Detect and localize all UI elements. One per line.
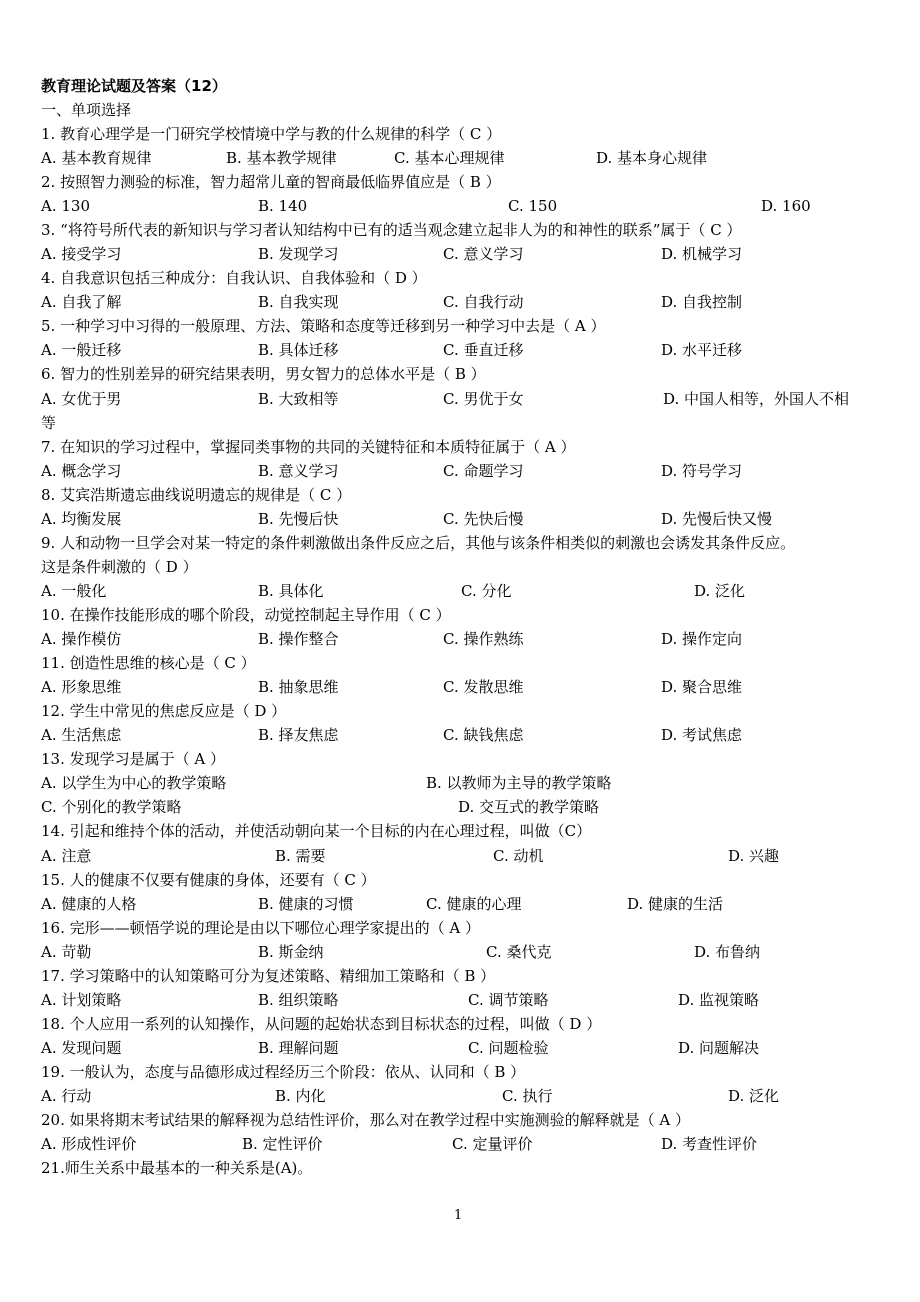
option-b: B. 具体化 xyxy=(258,582,324,600)
option-d: D. 考试焦虑 xyxy=(661,726,743,744)
option-a: A. 均衡发展 xyxy=(41,510,122,528)
option-d: D. 机械学习 xyxy=(661,245,743,263)
option-c: C. 基本心理规律 xyxy=(394,149,505,167)
option-b: B. 基本教学规律 xyxy=(226,149,337,167)
option-c: C. 操作熟练 xyxy=(443,630,524,648)
option-c: C. 个别化的教学策略 xyxy=(41,798,182,816)
option-b: B. 斯金纳 xyxy=(258,943,324,961)
option-d: D. 先慢后快又慢 xyxy=(661,510,773,528)
option-a: A. 130 xyxy=(41,197,90,215)
option-a: A. 行动 xyxy=(41,1087,92,1105)
option-a: A. 自我了解 xyxy=(41,293,122,311)
option-d: D. 符号学习 xyxy=(661,462,743,480)
document-title: 教育理论试题及答案（12） xyxy=(41,77,227,95)
section-heading: 一、单项选择 xyxy=(41,101,132,119)
question-5: 5. 一种学习中习得的一般原理、方法、策略和态度等迁移到另一种学习中去是（ A ） xyxy=(41,317,606,335)
option-b: B. 组织策略 xyxy=(258,991,339,1009)
option-d: D. 操作定向 xyxy=(661,630,743,648)
page-number: 1 xyxy=(454,1208,463,1223)
option-a: A. 女优于男 xyxy=(41,390,122,408)
question-13: 13. 发现学习是属于（ A ） xyxy=(41,750,225,768)
option-c: C. 动机 xyxy=(493,847,544,865)
option-b: B. 操作整合 xyxy=(258,630,339,648)
option-c: C. 垂直迁移 xyxy=(443,341,524,359)
question-6: 6. 智力的性别差异的研究结果表明，男女智力的总体水平是（ B ） xyxy=(41,365,486,383)
option-a: A. 形象思维 xyxy=(41,678,122,696)
option-a: A. 一般迁移 xyxy=(41,341,122,359)
option-d: D. 泛化 xyxy=(728,1087,780,1105)
option-b: B. 先慢后快 xyxy=(258,510,339,528)
option-d: D. 水平迁移 xyxy=(661,341,743,359)
option-d-continued: 等 xyxy=(41,414,57,432)
question-9: 9. 人和动物一旦学会对某一特定的条件刺激做出条件反应之后，其他与该条件相类似的刺激也会诱发其条件反应。 xyxy=(41,534,796,552)
option-a: A. 形成性评价 xyxy=(41,1135,137,1153)
option-c: C. 桑代克 xyxy=(486,943,552,961)
option-a: A. 生活焦虑 xyxy=(41,726,122,744)
option-c: C. 命题学习 xyxy=(443,462,524,480)
question-11: 11. 创造性思维的核心是（ C ） xyxy=(41,654,256,672)
question-8: 8. 艾宾浩斯遗忘曲线说明遗忘的规律是（ C ） xyxy=(41,486,352,504)
option-b: B. 发现学习 xyxy=(258,245,339,263)
option-c: C. 定量评价 xyxy=(452,1135,533,1153)
option-b: B. 大致相等 xyxy=(258,390,339,408)
question-12: 12. 学生中常见的焦虑反应是（ D ） xyxy=(41,702,287,720)
option-d: D. 布鲁纳 xyxy=(694,943,761,961)
option-d: D. 监视策略 xyxy=(678,991,760,1009)
question-17: 17. 学习策略中的认知策略可分为复述策略、精细加工策略和（ B ） xyxy=(41,967,496,985)
option-b: B. 具体迁移 xyxy=(258,341,339,359)
option-d: D. 泛化 xyxy=(694,582,746,600)
option-b: B. 内化 xyxy=(275,1087,326,1105)
option-b: B. 以教师为主导的教学策略 xyxy=(426,774,612,792)
question-20: 20. 如果将期末考试结果的解释视为总结性评价，那么对在教学过程中实施测验的解释就是（ A ） xyxy=(41,1111,690,1129)
option-a: A. 健康的人格 xyxy=(41,895,137,913)
option-a: A. 注意 xyxy=(41,847,92,865)
option-b: B. 健康的习惯 xyxy=(258,895,354,913)
question-18: 18. 个人应用一系列的认知操作，从问题的起始状态到目标状态的过程，叫做（ D ） xyxy=(41,1015,602,1033)
option-b: B. 自我实现 xyxy=(258,293,339,311)
option-c: C. 执行 xyxy=(502,1087,553,1105)
option-a: A. 计划策略 xyxy=(41,991,122,1009)
option-c: C. 健康的心理 xyxy=(426,895,522,913)
option-d: D. 中国人相等，外国人不相 xyxy=(663,390,850,408)
option-b: B. 意义学习 xyxy=(258,462,339,480)
option-c: C. 缺钱焦虑 xyxy=(443,726,524,744)
option-d: D. 健康的生活 xyxy=(627,895,724,913)
question-19: 19. 一般认为，态度与品德形成过程经历三个阶段：依从、认同和（ B ） xyxy=(41,1063,526,1081)
question-3: 3. “将符号所代表的新知识与学习者认知结构中已有的适当观念建立起非人为的和神性的联系”属于（ C ） xyxy=(41,221,742,239)
option-a: A. 接受学习 xyxy=(41,245,122,263)
option-b: B. 定性评价 xyxy=(242,1135,323,1153)
option-a: A. 苛勒 xyxy=(41,943,92,961)
option-c: C. 男优于女 xyxy=(443,390,524,408)
question-4: 4. 自我意识包括三种成分：自我认识、自我体验和（ D ） xyxy=(41,269,427,287)
option-b: B. 需要 xyxy=(275,847,326,865)
question-9-continued: 这是条件刺激的（ D ） xyxy=(41,558,198,576)
option-c: C. 问题检验 xyxy=(468,1039,549,1057)
option-d: D. 自我控制 xyxy=(661,293,743,311)
option-a: A. 发现问题 xyxy=(41,1039,122,1057)
option-b: B. 140 xyxy=(258,197,308,215)
question-2: 2. 按照智力测验的标准，智力超常儿童的智商最低临界值应是（ B ） xyxy=(41,173,501,191)
option-b: B. 抽象思维 xyxy=(258,678,339,696)
option-c: C. 先快后慢 xyxy=(443,510,524,528)
option-d: D. 160 xyxy=(761,197,811,215)
question-1: 1. 教育心理学是一门研究学校情境中学与教的什么规律的科学（ C ） xyxy=(41,125,502,143)
option-c: C. 发散思维 xyxy=(443,678,524,696)
option-a: A. 操作模仿 xyxy=(41,630,122,648)
option-d: D. 问题解决 xyxy=(678,1039,760,1057)
option-b: B. 理解问题 xyxy=(258,1039,339,1057)
option-b: B. 择友焦虑 xyxy=(258,726,339,744)
option-c: C. 意义学习 xyxy=(443,245,524,263)
option-a: A. 概念学习 xyxy=(41,462,122,480)
option-c: C. 150 xyxy=(508,197,558,215)
question-14: 14. 引起和维持个体的活动，并使活动朝向某一个目标的内在心理过程，叫做（C） xyxy=(41,822,592,840)
option-d: D. 考查性评价 xyxy=(661,1135,758,1153)
option-c: C. 自我行动 xyxy=(443,293,524,311)
option-d: D. 兴趣 xyxy=(728,847,780,865)
question-7: 7. 在知识的学习过程中，掌握同类事物的共同的关键特征和本质特征属于（ A ） xyxy=(41,438,576,456)
question-16: 16. 完形——顿悟学说的理论是由以下哪位心理学家提出的（ A ） xyxy=(41,919,480,937)
question-15: 15. 人的健康不仅要有健康的身体，还要有（ C ） xyxy=(41,871,376,889)
option-a: A. 一般化 xyxy=(41,582,107,600)
option-d: D. 基本身心规律 xyxy=(596,149,708,167)
option-d: D. 交互式的教学策略 xyxy=(458,798,600,816)
option-a: A. 基本教育规律 xyxy=(41,149,152,167)
question-10: 10. 在操作技能形成的哪个阶段，动觉控制起主导作用（ C ） xyxy=(41,606,451,624)
question-21: 21.师生关系中最基本的一种关系是(A)。 xyxy=(41,1159,313,1177)
option-c: C. 调节策略 xyxy=(468,991,549,1009)
option-a: A. 以学生为中心的教学策略 xyxy=(41,774,227,792)
option-c: C. 分化 xyxy=(461,582,512,600)
option-d: D. 聚合思维 xyxy=(661,678,743,696)
